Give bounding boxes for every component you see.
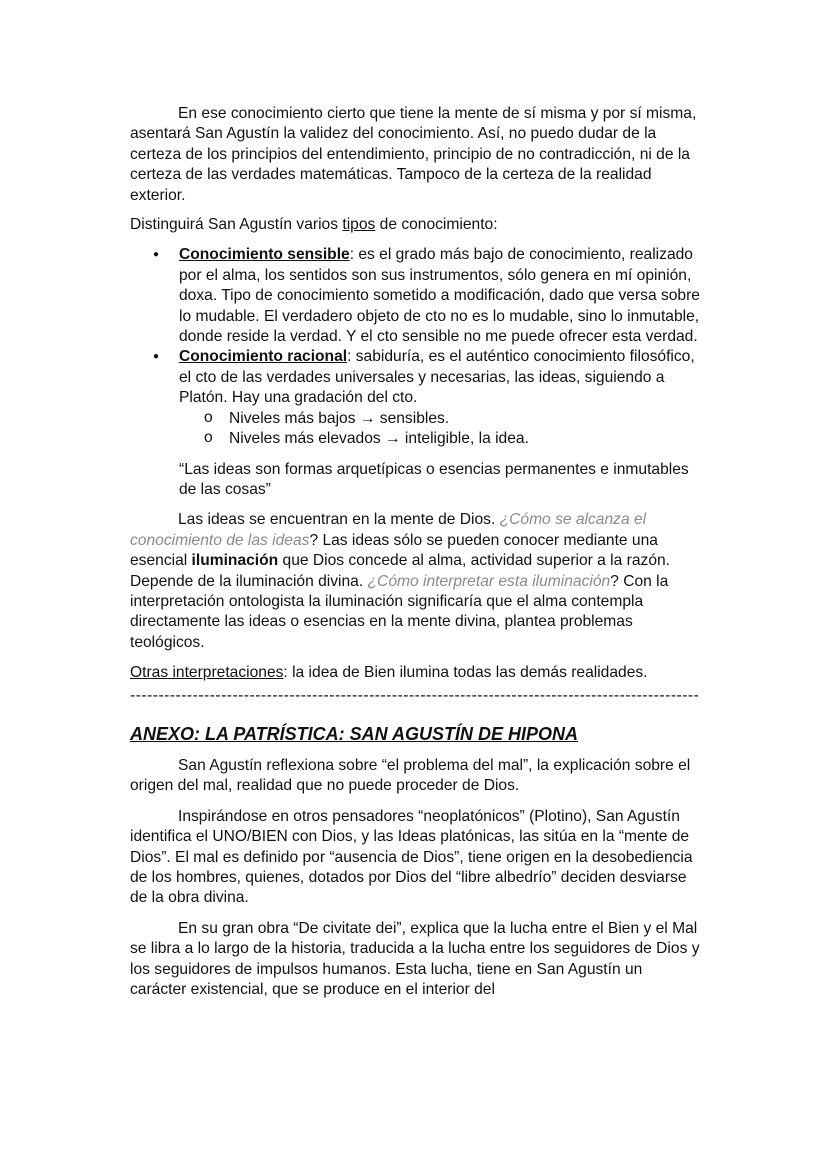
term-racional: Conocimiento racional — [179, 348, 348, 366]
document-page — [130, 104, 700, 1000]
paragraph-neoplatonic: Inspirándose en otros pensadores “neoplatónicos” (Plotino), San Agustín identifica el UNO/BIEN con Dios, y las Ideas platónicas, las sitúa en la “mente de Dios”. El mal es definido por “ausencia de Dios”, tiene origen en la desobediencia de los hombres, quienes, dotados por Dios del “libre albedrío” deciden desviarse de la obra divina. — [130, 807, 693, 907]
level-low: o Niveles más bajos → sensibles. — [179, 409, 700, 429]
annex-title: ANEXO: LA PATRÍSTICA: SAN AGUSTÍN DE HIPONA — [130, 723, 579, 744]
types-intro-before: Distinguirá San Agustín varios — [130, 216, 343, 234]
illumination-text-4: ? Con la interpretación ontologista la iluminación significaría que el alma contempla directamente las ideas o esencias en la mente divina, plantea problemas teológicos. — [130, 572, 669, 651]
text-racional: : sabiduría, es el auténtico conocimiento filosófico, el cto de las verdades universales y necesarias, las ideas, siguiendo a Platón. Hay una gradación del cto. — [179, 348, 695, 407]
level-high: o Niveles más elevados → inteligible, la idea. — [179, 429, 700, 449]
types-word: tipos — [342, 216, 376, 234]
separator-line: ---------------------------------------------------------------------------------------------------- — [130, 686, 700, 704]
ideas-quote: “Las ideas son formas arquetípicas o esencias permanentes e inmutables de las cosas” — [179, 460, 689, 498]
list-item-sensible — [130, 245, 700, 347]
illumination-term: iluminación — [191, 552, 279, 570]
other-interpretations-label: Otras interpretaciones — [130, 664, 284, 682]
question-ideas: ¿Cómo se alcanza el conocimiento de las ideas — [130, 511, 647, 549]
text-sensible: : es el grado más bajo de conocimiento, realizado por el alma, los sentidos son sus instrumentos, sólo genera en mí opinión, doxa. Tipo de conocimiento sometido a modificación, dado que versa sobre lo mudable. El verdadero objeto de cto no es lo mudable, sino lo inmutable, donde reside la verdad. Y el cto sensible no me puede ofrecer esta verdad. — [179, 246, 700, 346]
paragraph-illumination — [130, 510, 700, 653]
paragraph-types-intro — [130, 215, 700, 235]
question-interpret: ¿Cómo interpretar esta iluminación — [367, 572, 611, 590]
other-interpretations-text: : la idea de Bien ilumina todas las demás realidades. — [283, 664, 648, 682]
illumination-text-2: ? Las ideas sólo se pueden conocer mediante una esencial — [130, 531, 658, 570]
paragraph-civitate-dei: En su gran obra “De civitate dei”, explica que la lucha entre el Bien y el Mal se libra a lo largo de la historia, traducida a la lucha entre los seguidores de Dios y los seguidores de impulsos humanos. Esta lucha, tiene en San Agustín un carácter existencial, que se produce en el interior del — [130, 919, 700, 999]
list-item-racional — [130, 347, 700, 449]
paragraph-problem-of-evil: San Agustín reflexiona sobre “el problema del mal”, la explicación sobre el origen del mal, realidad que no puede proceder de Dios. — [130, 756, 691, 795]
levels-sublist — [179, 409, 700, 450]
term-sensible: Conocimiento sensible — [179, 246, 350, 264]
illumination-text-3: que Dios concede al alma, actividad superior a la razón. Depende de la iluminación divina. — [130, 552, 670, 590]
paragraph-other-interpretations — [130, 663, 700, 683]
illumination-text-1: Las ideas se encuentran en la mente de Dios. — [178, 511, 500, 529]
knowledge-types-list — [130, 245, 700, 449]
types-intro-after: de conocimiento: — [375, 216, 498, 234]
paragraph-certainty: En ese conocimiento cierto que tiene la mente de sí misma y por sí misma, asentará San Agustín la validez del conocimiento. Así, no puedo dudar de la certeza de los principios del entendimiento, principio de no contradicción, ni de la certeza de las verdades matemáticas. Tampoco de la certeza de la realidad exterior. — [130, 105, 697, 204]
